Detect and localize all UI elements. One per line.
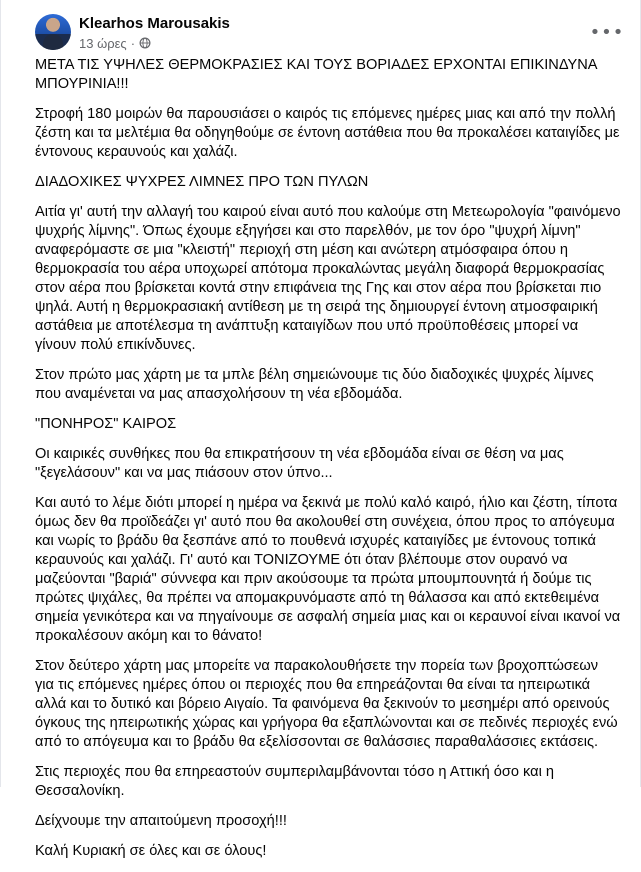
post-paragraph: Στον δεύτερο χάρτη μας μπορείτε να παρακολουθήσετε την πορεία των βροχοπτώσεων για τις επόμενες ημέρες όπου οι περιοχές που θα επηρεάζονται θα είναι τα ηπειρωτικά αλλά και το δυτικό και βόρειο Αιγαίο. Τα φαινόμενα θα ξεκινούν το μεσημέρι από ορεινούς όγκους της ηπειρωτικής χώρας και γρήγορα θα εξαπλώνονται και σε πεδινές περιοχές ενώ από το απόγευμα και το βράδυ θα εξελίσσονται σε θαλάσσιες παραθαλάσσιες εκτάσεις.	[35, 658, 618, 750]
post-paragraph: Στις περιοχές που θα επηρεαστούν συμπεριλαμβάνονται τόσο η Αττική όσο και η Θεσσαλονίκη.	[35, 764, 555, 799]
post-paragraph: ΔΙΑΔΟΧΙΚΕΣ ΨΥΧΡΕΣ ΛΙΜΝΕΣ ΠΡΟ ΤΩΝ ΠΥΛΩΝ	[35, 174, 369, 190]
post-paragraph: Καλή Κυριακή σε όλες και σε όλους!	[35, 843, 267, 859]
post-paragraph: Αιτία γι' αυτή την αλλαγή του καιρού είναι αυτό που καλούμε στη Μετεωρολογία "φαινόμενο ψυχρής λίμνης". Όπως έχουμε εξηγήσει και στο παρελθόν, με τον όρο "ψυχρή λίμνη" αναφερόμαστε σε μια "κλειστή" περιοχή στη μέση και ανώτερη ατμόσφαιρα όπου η θερμοκρασία του αέρα υποχωρεί απότομα προκαλώντας μεγάλη διαφορά θερμοκρασίας στον αέρα που βρίσκεται κοντά στην επιφάνεια της Γης και στον αέρα που βρίσκεται πιο ψηλά. Αυτή η θερμοκρασιακή αντίθεση με τη σειρά της δημιουργεί έντονη ατμοσφαιρική αστάθεια με αποτέλεσμα τη ανάπτυξη καταιγίδων που υπό προϋποθέσεις μπορεί να γίνουν πολύ επικίνδυνες.	[35, 204, 621, 353]
post-paragraph: "ΠΟΝΗΡΟΣ" ΚΑΙΡΟΣ	[35, 416, 177, 432]
avatar-figure	[43, 34, 63, 50]
post-paragraph: Οι καιρικές συνθήκες που θα επικρατήσουν τη νέα εβδομάδα είναι σε θέση να μας "ξεγελάσουν" και να μας πιάσουν στον ύπνο...	[35, 446, 564, 481]
meta-separator: ·	[130, 35, 136, 51]
post-meta	[79, 35, 151, 51]
post-body	[35, 56, 621, 872]
more-options-icon[interactable]: •••	[589, 21, 625, 43]
avatar[interactable]	[35, 14, 71, 50]
post-header	[35, 14, 625, 58]
globe-icon[interactable]	[139, 37, 151, 49]
post-paragraph: Στροφή 180 μοιρών θα παρουσιάσει ο καιρός τις επόμενες ημέρες μιας και από την πολλή ζέστη και τα μελτέμια θα οδηγηθούμε σε έντονη αστάθεια που θα προκαλέσει καταιγίδες με έντονους κεραυνούς και χαλάζι.	[35, 106, 620, 160]
post-paragraph: Στον πρώτο μας χάρτη με τα μπλε βέλη σημειώνουμε τις δύο διαδοχικές ψυχρές λίμνες που αναμένεται να μας απασχολήσουν τη νέα εβδομάδα.	[35, 367, 594, 402]
post-paragraph: Δείχνουμε την απαιτούμενη προσοχή!!!	[35, 813, 287, 829]
post-paragraph: Και αυτό το λέμε διότι μπορεί η ημέρα να ξεκινά με πολύ καλό καιρό, ήλιο και ζέστη, τίποτα όμως δεν θα προϊδεάζει γι' αυτό που θα ακολουθεί στη συνέχεια, όπου προς το απόγευμα και νωρίς το βράδυ θα ξεσπάνε από το πουθενά ισχυρές καταιγίδες με έντονους τοπικά κεραυνούς και χαλάζι. Γι' αυτό και ΤΟΝΙΖΟΥΜΕ ότι όταν βλέπουμε στον ουρανό να μαζεύονται "βαριά" σύννεφα και πριν ακούσουμε τα πρώτα μπουμπουνητά ή δούμε τις πρώτες ψιχάλες, θα πρέπει να απομακρυνόμαστε από τη θάλασσα και από εκτεθειμένα σημεία γενικότερα και να πηγαίνουμε σε ασφαλή σημεία μιας και οι κεραυνοί είναι ικανοί να προκαλέσουν ακόμη και το θάνατο!	[35, 495, 621, 644]
post-paragraph: ΜΕΤΑ ΤΙΣ ΥΨΗΛΕΣ ΘΕΡΜΟΚΡΑΣΙΕΣ ΚΑΙ ΤΟΥΣ ΒΟΡΙΑΔΕΣ ΕΡΧΟΝΤΑΙ ΕΠΙΚΙΝΔΥΝΑ ΜΠΟΥΡΙΝΙΑ!!!	[35, 57, 597, 92]
author-name[interactable]: Klearhos Marousakis	[79, 15, 230, 32]
post-timestamp[interactable]: 13 ώρες	[79, 35, 127, 51]
